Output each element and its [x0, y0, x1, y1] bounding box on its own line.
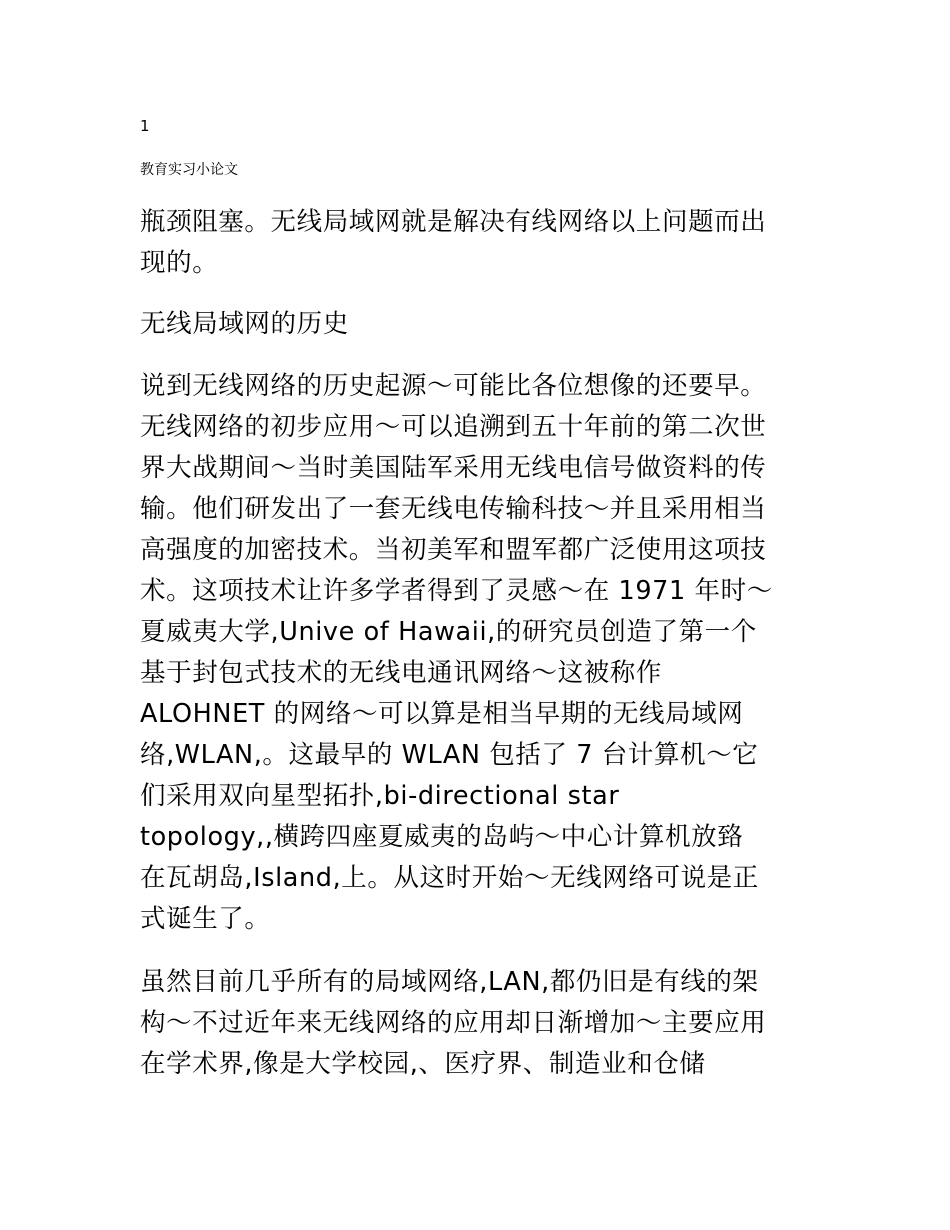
paragraph-intro-end: 瓶颈阻塞。无线局域网就是解决有线网络以上问题而出 现的。 — [140, 207, 767, 278]
paragraph-history: 说到无线网络的历史起源～可能比各位想像的还要早。 无线网络的初步应用～可以追溯到五十年前的第二次世 界大战期间～当时美国陆军采用无线电信号做资料的传 输。他们研发出了一套无线电传输科技～并且采用相当 高强度的加密技术。当初美军和盟军都广泛使用这项技 术。这项技术让许多学者得到了灵感～在 1971 年时～ 夏威夷大学,Unive of Hawaii,的研究员创造了第一个 基于封包式技术的无线电通讯网络～这被称作 ALOHNET 的网络～可以算是相当早期的无线局域网 络,WLAN,。这最早的 WLAN 包括了 7 台计算机～它 们采用双向星型拓扑,bi-directional star topology,,横跨四座夏威夷的岛屿～中心计算机放臵 在瓦胡岛,Island,上。从这时开始～无线网络可说是正 式诞生了。 — [140, 371, 773, 934]
page-number: 1 — [140, 117, 150, 135]
section-heading-history: 无线局域网的历史 — [140, 309, 349, 339]
paragraph-applications: 虽然目前几乎所有的局域网络,LAN,都仍旧是有线的架 构～不过近年来无线网络的应用却日渐增加～主要应用 在学术界,像是大学校园,、医疗界、制造业和仓储 — [140, 967, 767, 1079]
document-header-title: 教育实习小论文 — [140, 162, 238, 178]
